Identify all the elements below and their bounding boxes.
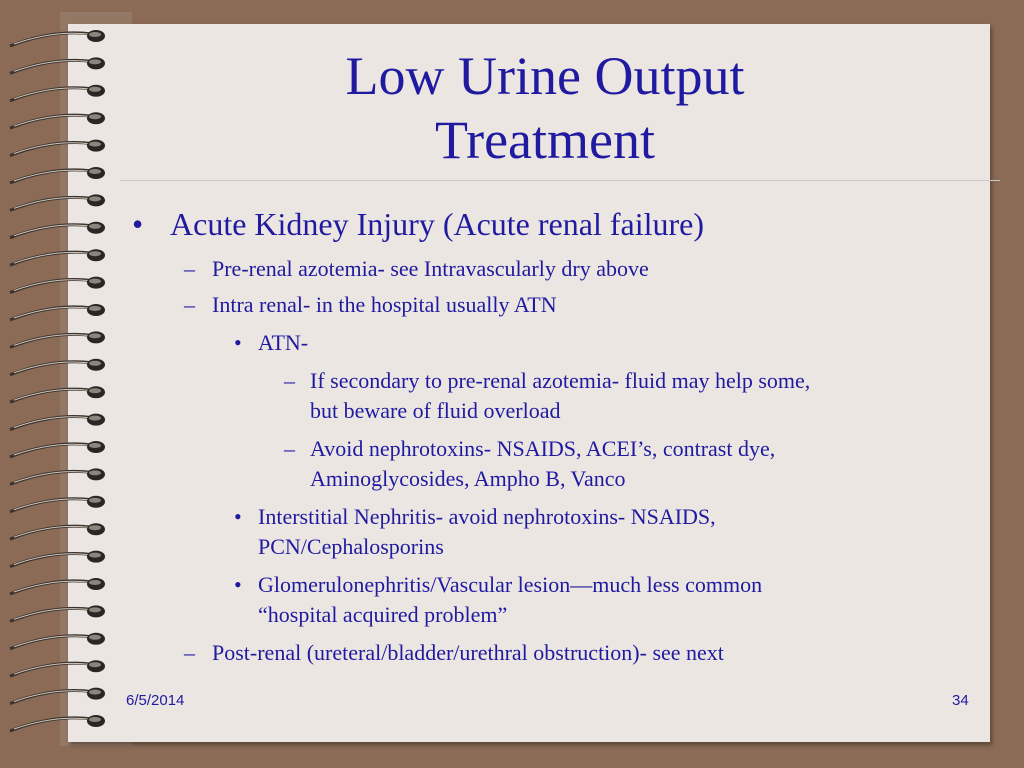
bullet-marker: • xyxy=(234,330,242,355)
bullet-acute-kidney-injury: Acute Kidney Injury (Acute renal failure) xyxy=(170,206,704,242)
bullet-glomerulonephritis-line-1: Glomerulonephritis/Vascular lesion—much less common xyxy=(258,572,763,597)
slide-number: 34 xyxy=(952,692,969,709)
bullet-marker: • xyxy=(234,572,242,597)
bullet-atn: ATN- xyxy=(258,330,309,355)
bullet-intra-renal: Intra renal- in the hospital usually ATN xyxy=(212,292,557,317)
dash-marker: – xyxy=(184,292,195,317)
bullet-fluid-line-2: but beware of fluid overload xyxy=(310,398,561,423)
dash-marker: – xyxy=(184,256,195,281)
bullet-pre-renal: Pre-renal azotemia- see Intravascularly dry above xyxy=(212,256,649,281)
bullet-nephrotoxins-line-2: Aminoglycosides, Ampho B, Vanco xyxy=(310,466,626,491)
bullet-interstitial-line-1: Interstitial Nephritis- avoid nephrotoxins- NSAIDS, xyxy=(258,504,716,529)
bullet-marker: • xyxy=(132,206,144,242)
bullet-marker: • xyxy=(234,504,242,529)
dash-marker: – xyxy=(184,640,195,665)
title-line-2: Treatment xyxy=(435,110,655,170)
dash-marker: – xyxy=(284,436,295,461)
bullet-nephrotoxins-line-1: Avoid nephrotoxins- NSAIDS, ACEI’s, contrast dye, xyxy=(310,436,776,461)
bullet-glomerulonephritis-line-2: “hospital acquired problem” xyxy=(258,602,508,627)
bullet-interstitial-line-2: PCN/Cephalosporins xyxy=(258,534,444,559)
dash-marker: – xyxy=(284,368,295,393)
bullet-post-renal: Post-renal (ureteral/bladder/urethral obstruction)- see next xyxy=(212,640,724,665)
title-line-1: Low Urine Output xyxy=(345,46,745,106)
bullet-fluid-line-1: If secondary to pre-renal azotemia- fluid may help some, xyxy=(310,368,811,393)
slide-date: 6/5/2014 xyxy=(126,692,185,709)
